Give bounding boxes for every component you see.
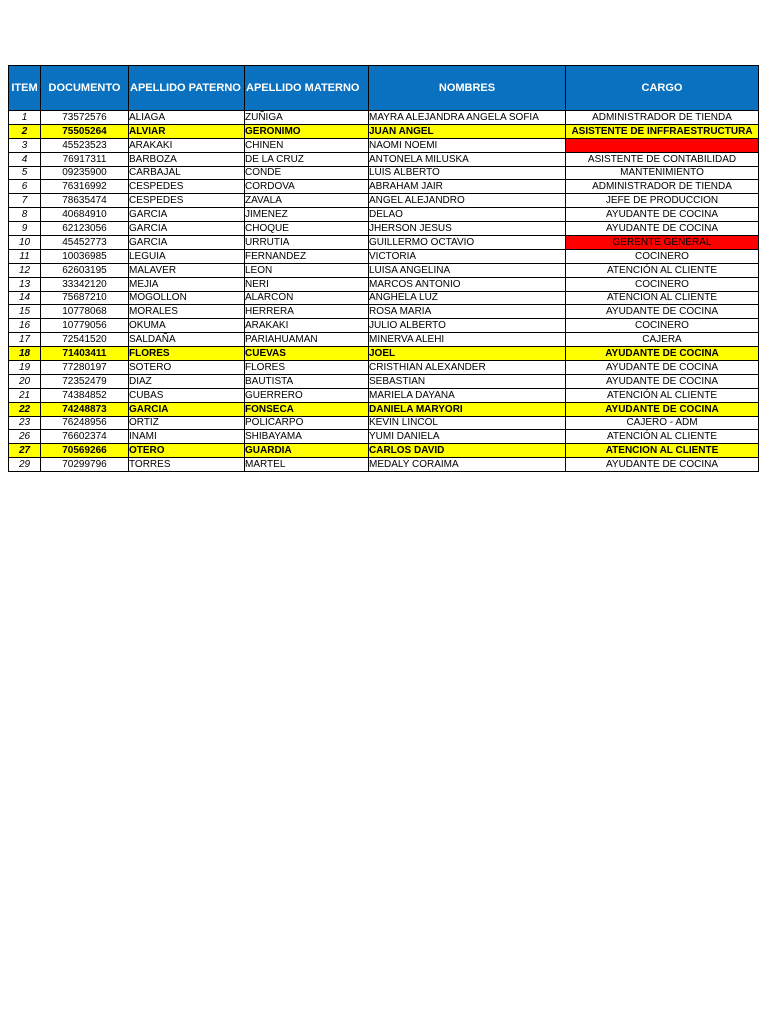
table-row xyxy=(9,166,759,180)
cell-cargo: AYUDANTE DE COCINA xyxy=(566,305,759,319)
cell-nombres: KEVIN LINCOL xyxy=(369,416,566,430)
cell-item: 29 xyxy=(9,458,41,472)
cell-cargo: AYUDANTE DE COCINA xyxy=(566,402,759,416)
table-row xyxy=(9,388,759,402)
cell-nombres: YUMI DANIELA xyxy=(369,430,566,444)
cell-apellido-materno: CHOQUE xyxy=(245,222,369,236)
cell-cargo: ASISTENTE DE INFFRAESTRUCTURA xyxy=(566,124,759,138)
header-apellido-paterno: APELLIDO PATERNO xyxy=(129,66,245,111)
cell-documento: 10036985 xyxy=(41,249,129,263)
cell-nombres: MINERVA ALEHI xyxy=(369,333,566,347)
cell-apellido-materno: MARTEL xyxy=(245,458,369,472)
cell-apellido-paterno: GARCIA xyxy=(129,222,245,236)
cell-apellido-materno: URRUTIA xyxy=(245,236,369,250)
cell-nombres: MEDALY CORAIMA xyxy=(369,458,566,472)
cell-apellido-paterno: LEGUIA xyxy=(129,249,245,263)
cell-nombres: JHERSON JESUS xyxy=(369,222,566,236)
cell-apellido-paterno: ORTIZ xyxy=(129,416,245,430)
cell-apellido-materno: CONDE xyxy=(245,166,369,180)
cell-cargo: CAJERO - ADM xyxy=(566,416,759,430)
cell-documento: 76316992 xyxy=(41,180,129,194)
cell-cargo: COCINERO xyxy=(566,319,759,333)
cell-item: 7 xyxy=(9,194,41,208)
table-row xyxy=(9,111,759,125)
cell-cargo: AYUDANTE DE COCINA xyxy=(566,222,759,236)
cell-apellido-paterno: MEJIA xyxy=(129,277,245,291)
cell-apellido-paterno: FLORES xyxy=(129,347,245,361)
cell-documento: 40684910 xyxy=(41,208,129,222)
cell-apellido-paterno: MORALES xyxy=(129,305,245,319)
cell-apellido-paterno: CESPEDES xyxy=(129,194,245,208)
cell-apellido-materno: POLICARPO xyxy=(245,416,369,430)
table-row xyxy=(9,124,759,138)
cell-apellido-paterno: GARCIA xyxy=(129,208,245,222)
cell-item: 12 xyxy=(9,263,41,277)
cell-documento: 62603195 xyxy=(41,263,129,277)
header-row xyxy=(9,66,759,111)
cell-nombres: ANGEL ALEJANDRO xyxy=(369,194,566,208)
employee-table xyxy=(8,65,759,472)
cell-cargo: ADMINISTRADOR DE TIENDA xyxy=(566,111,759,125)
cell-documento: 70569266 xyxy=(41,444,129,458)
cell-item: 13 xyxy=(9,277,41,291)
cell-apellido-paterno: ARAKAKI xyxy=(129,138,245,152)
cell-item: 15 xyxy=(9,305,41,319)
cell-apellido-paterno: SOTERO xyxy=(129,361,245,375)
table-row xyxy=(9,208,759,222)
cell-cargo: MANTENIMIENTO xyxy=(566,166,759,180)
cell-apellido-materno: PARIAHUAMAN xyxy=(245,333,369,347)
cell-documento: 45523523 xyxy=(41,138,129,152)
cell-item: 11 xyxy=(9,249,41,263)
cell-apellido-materno: CUEVAS xyxy=(245,347,369,361)
cell-documento: 70299796 xyxy=(41,458,129,472)
cell-apellido-paterno: CARBAJAL xyxy=(129,166,245,180)
cell-apellido-materno: GUERRERO xyxy=(245,388,369,402)
cell-cargo: AYUDANTE DE COCINA xyxy=(566,347,759,361)
cell-cargo: JEFE DE PRODUCCION xyxy=(566,194,759,208)
cell-item: 18 xyxy=(9,347,41,361)
cell-nombres: SEBASTIAN xyxy=(369,374,566,388)
cell-nombres: ROSA MARIA xyxy=(369,305,566,319)
table-row xyxy=(9,361,759,375)
cell-apellido-paterno: OTERO xyxy=(129,444,245,458)
cell-documento: 78635474 xyxy=(41,194,129,208)
cell-apellido-materno: SHIBAYAMA xyxy=(245,430,369,444)
cell-apellido-paterno: BARBOZA xyxy=(129,152,245,166)
cell-apellido-materno: ZUÑIGA xyxy=(245,111,369,125)
cell-item: 21 xyxy=(9,388,41,402)
cell-apellido-materno: HERRERA xyxy=(245,305,369,319)
cell-nombres: MARIELA DAYANA xyxy=(369,388,566,402)
table-body xyxy=(9,111,759,472)
cell-apellido-materno: NERI xyxy=(245,277,369,291)
cell-cargo: COCINERO xyxy=(566,249,759,263)
cell-item: 14 xyxy=(9,291,41,305)
table-row xyxy=(9,430,759,444)
cell-cargo: AYUDANTE DE COCINA xyxy=(566,208,759,222)
cell-documento: 76602374 xyxy=(41,430,129,444)
cell-documento: 77280197 xyxy=(41,361,129,375)
cell-apellido-materno: CORDOVA xyxy=(245,180,369,194)
cell-item: 9 xyxy=(9,222,41,236)
cell-item: 6 xyxy=(9,180,41,194)
cell-nombres: JOEL xyxy=(369,347,566,361)
cell-documento: 45452773 xyxy=(41,236,129,250)
header-documento: DOCUMENTO xyxy=(41,66,129,111)
cell-item: 5 xyxy=(9,166,41,180)
header-item: ITEM xyxy=(9,66,41,111)
table-row xyxy=(9,374,759,388)
cell-cargo: CAJERA xyxy=(566,333,759,347)
cell-item: 26 xyxy=(9,430,41,444)
cell-nombres: JULIO ALBERTO xyxy=(369,319,566,333)
cell-apellido-paterno: CESPEDES xyxy=(129,180,245,194)
cell-documento: 75505264 xyxy=(41,124,129,138)
cell-item: 1 xyxy=(9,111,41,125)
cell-nombres: CRISTHIAN ALEXANDER xyxy=(369,361,566,375)
cell-apellido-paterno: SALDAÑA xyxy=(129,333,245,347)
cell-apellido-materno: FONSECA xyxy=(245,402,369,416)
cell-documento: 74248873 xyxy=(41,402,129,416)
cell-apellido-materno: ZAVALA xyxy=(245,194,369,208)
table-row xyxy=(9,319,759,333)
table-row xyxy=(9,277,759,291)
cell-documento: 75687210 xyxy=(41,291,129,305)
cell-nombres: DANIELA MARYORI xyxy=(369,402,566,416)
cell-nombres: NAOMI NOEMI xyxy=(369,138,566,152)
cell-item: 8 xyxy=(9,208,41,222)
cell-cargo: ATENCION AL CLIENTE xyxy=(566,444,759,458)
cell-documento: 73572576 xyxy=(41,111,129,125)
cell-cargo xyxy=(566,138,759,152)
cell-apellido-materno: BAUTISTA xyxy=(245,374,369,388)
cell-documento: 09235900 xyxy=(41,166,129,180)
cell-nombres: MARCOS ANTONIO xyxy=(369,277,566,291)
table-row xyxy=(9,444,759,458)
cell-item: 16 xyxy=(9,319,41,333)
cell-nombres: DELAO xyxy=(369,208,566,222)
cell-apellido-materno: ARAKAKI xyxy=(245,319,369,333)
table-row xyxy=(9,249,759,263)
cell-documento: 76917311 xyxy=(41,152,129,166)
cell-nombres: ANGHELA LUZ xyxy=(369,291,566,305)
cell-nombres: VICTORIA xyxy=(369,249,566,263)
cell-item: 19 xyxy=(9,361,41,375)
cell-apellido-materno: FERNANDEZ xyxy=(245,249,369,263)
cell-apellido-paterno: MALAVER xyxy=(129,263,245,277)
cell-apellido-paterno: ALIAGA xyxy=(129,111,245,125)
cell-item: 27 xyxy=(9,444,41,458)
table-row xyxy=(9,152,759,166)
cell-item: 3 xyxy=(9,138,41,152)
table-row xyxy=(9,263,759,277)
table-row xyxy=(9,291,759,305)
cell-apellido-materno: JIMENEZ xyxy=(245,208,369,222)
cell-apellido-paterno: ALVIAR xyxy=(129,124,245,138)
cell-cargo: ASISTENTE DE CONTABILIDAD xyxy=(566,152,759,166)
cell-item: 20 xyxy=(9,374,41,388)
cell-documento: 33342120 xyxy=(41,277,129,291)
cell-apellido-paterno: OKUMA xyxy=(129,319,245,333)
cell-apellido-paterno: CUBAS xyxy=(129,388,245,402)
cell-nombres: ABRAHAM JAIR xyxy=(369,180,566,194)
table-row xyxy=(9,180,759,194)
header-cargo: CARGO xyxy=(566,66,759,111)
cell-nombres: MAYRA ALEJANDRA ANGELA SOFIA xyxy=(369,111,566,125)
cell-nombres: ANTONELA MILUSKA xyxy=(369,152,566,166)
cell-item: 4 xyxy=(9,152,41,166)
cell-cargo: ATENCIÓN AL CLIENTE xyxy=(566,291,759,305)
cell-apellido-paterno: GARCIA xyxy=(129,236,245,250)
cell-item: 22 xyxy=(9,402,41,416)
cell-apellido-paterno: TORRES xyxy=(129,458,245,472)
cell-cargo: AYUDANTE DE COCINA xyxy=(566,361,759,375)
table-row xyxy=(9,416,759,430)
table-row xyxy=(9,222,759,236)
cell-documento: 76248956 xyxy=(41,416,129,430)
cell-item: 23 xyxy=(9,416,41,430)
table-row xyxy=(9,138,759,152)
cell-documento: 10778068 xyxy=(41,305,129,319)
cell-documento: 74384852 xyxy=(41,388,129,402)
cell-apellido-materno: CHINEN xyxy=(245,138,369,152)
cell-nombres: JUAN ANGEL xyxy=(369,124,566,138)
cell-apellido-materno: GERONIMO xyxy=(245,124,369,138)
cell-apellido-materno: FLORES xyxy=(245,361,369,375)
cell-cargo: ATENCIÓN AL CLIENTE xyxy=(566,388,759,402)
cell-cargo: ATENCIÓN AL CLIENTE xyxy=(566,263,759,277)
cell-item: 17 xyxy=(9,333,41,347)
cell-item: 2 xyxy=(9,124,41,138)
cell-nombres: GUILLERMO OCTAVIO xyxy=(369,236,566,250)
table-row xyxy=(9,194,759,208)
cell-apellido-materno: DE LA CRUZ xyxy=(245,152,369,166)
table-row xyxy=(9,333,759,347)
table-row xyxy=(9,347,759,361)
cell-nombres: LUISA ANGELINA xyxy=(369,263,566,277)
header-nombres: NOMBRES xyxy=(369,66,566,111)
cell-nombres: LUIS ALBERTO xyxy=(369,166,566,180)
table-row xyxy=(9,236,759,250)
cell-documento: 72541520 xyxy=(41,333,129,347)
cell-apellido-paterno: GARCIA xyxy=(129,402,245,416)
cell-item: 10 xyxy=(9,236,41,250)
cell-apellido-materno: GUARDIA xyxy=(245,444,369,458)
cell-cargo: AYUDANTE DE COCINA xyxy=(566,458,759,472)
cell-cargo: ATENCIÓN AL CLIENTE xyxy=(566,430,759,444)
cell-cargo: AYUDANTE DE COCINA xyxy=(566,374,759,388)
cell-documento: 10779056 xyxy=(41,319,129,333)
table-row xyxy=(9,305,759,319)
cell-cargo: COCINERO xyxy=(566,277,759,291)
cell-documento: 71403411 xyxy=(41,347,129,361)
cell-apellido-materno: ALARCON xyxy=(245,291,369,305)
cell-apellido-paterno: INAMI xyxy=(129,430,245,444)
cell-apellido-paterno: DIAZ xyxy=(129,374,245,388)
cell-apellido-paterno: MOGOLLON xyxy=(129,291,245,305)
table-row xyxy=(9,402,759,416)
cell-nombres: CARLOS DAVID xyxy=(369,444,566,458)
table-row xyxy=(9,458,759,472)
cell-documento: 62123056 xyxy=(41,222,129,236)
cell-cargo: ADMINISTRADOR DE TIENDA xyxy=(566,180,759,194)
header-apellido-materno: APELLIDO MATERNO xyxy=(245,66,369,111)
cell-apellido-materno: LEON xyxy=(245,263,369,277)
cell-documento: 72352479 xyxy=(41,374,129,388)
cell-cargo: GERENTE GENERAL xyxy=(566,236,759,250)
